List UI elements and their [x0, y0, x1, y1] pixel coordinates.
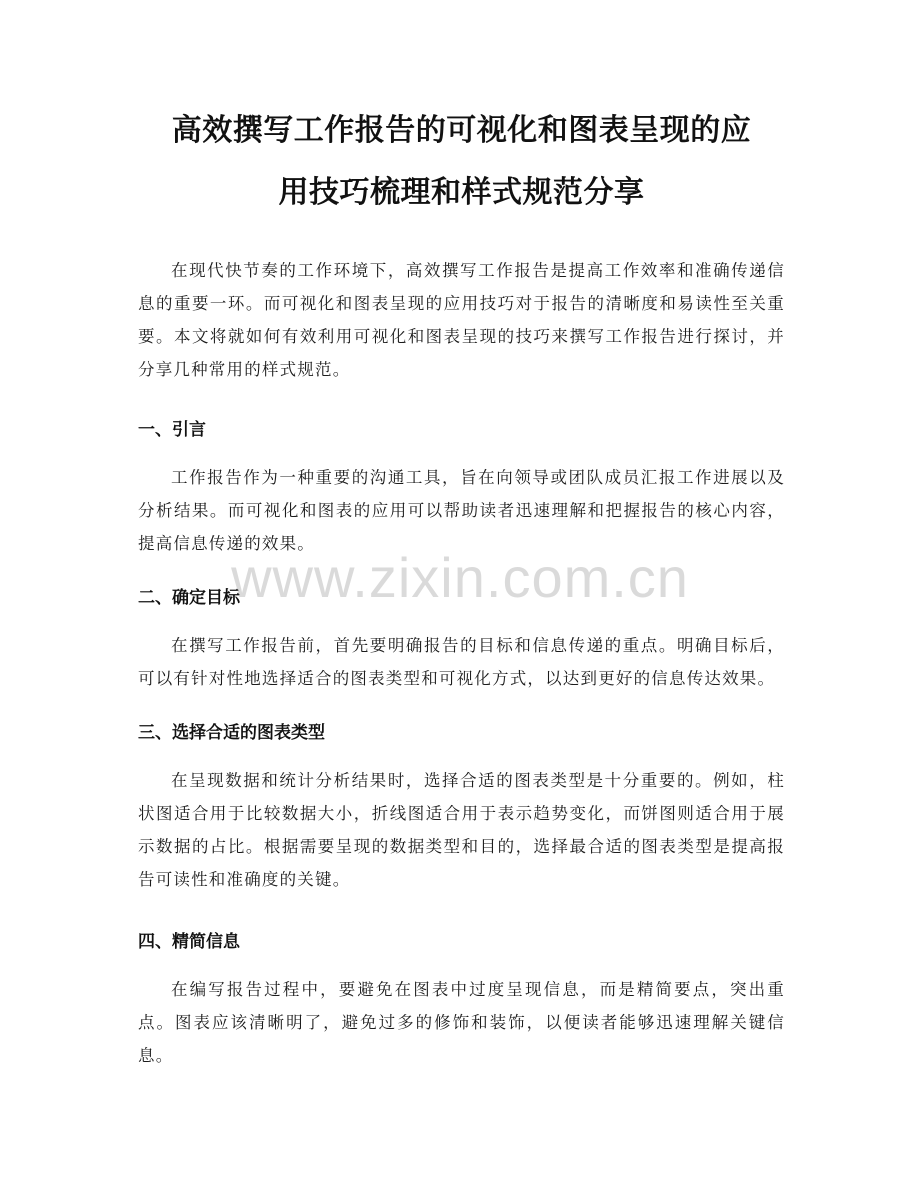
intro-paragraph: 在现代快节奏的工作环境下，高效撰写工作报告是提高工作效率和准确传递信息的重要一环。而可视化和图表呈现的应用技巧对于报告的清晰度和易读性至关重要。本文将就如何有效利用可视化和图表呈现的技巧来撰写工作报告进行探讨，并分享几种常用的样式规范。: [138, 261, 785, 379]
section-paragraph: 在呈现数据和统计分析结果时，选择合适的图表类型是十分重要的。例如，柱状图适合用于比较数据大小，折线图适合用于表示趋势变化，而饼图则适合用于展示数据的占比。根据需要呈现的数据类型和目的，选择最合适的图表类型是提高报告可读性和准确度的关键。: [138, 771, 785, 889]
section-heading: 一、引言: [138, 420, 206, 440]
section-simplify-info: [138, 926, 785, 1072]
section-define-goals: [138, 582, 785, 695]
title-line-2: 用技巧梳理和样式规范分享: [278, 175, 645, 210]
section-heading: 三、选择合适的图表类型: [138, 723, 325, 743]
title-line-1: 高效撰写工作报告的可视化和图表呈现的应: [171, 113, 752, 148]
section-introduction: [138, 414, 785, 560]
section-heading: 四、精简信息: [138, 932, 240, 952]
section-chart-types: [138, 717, 785, 896]
watermark: www.zixin.com.cn: [231, 546, 689, 609]
document-title: [138, 100, 785, 224]
section-heading: 二、确定目标: [138, 588, 240, 608]
section-paragraph: 工作报告作为一种重要的沟通工具，旨在向领导或团队成员汇报工作进展以及分析结果。而可视化和图表的应用可以帮助读者迅速理解和把握报告的核心内容，提高信息传递的效果。: [138, 468, 785, 553]
section-paragraph: 在撰写工作报告前，首先要明确报告的目标和信息传递的重点。明确目标后，可以有针对性地选择适合的图表类型和可视化方式，以达到更好的信息传达效果。: [138, 636, 785, 688]
section-paragraph: 在编写报告过程中，要避免在图表中过度呈现信息，而是精简要点，突出重点。图表应该清晰明了，避免过多的修饰和装饰，以便读者能够迅速理解关键信息。: [138, 980, 785, 1065]
